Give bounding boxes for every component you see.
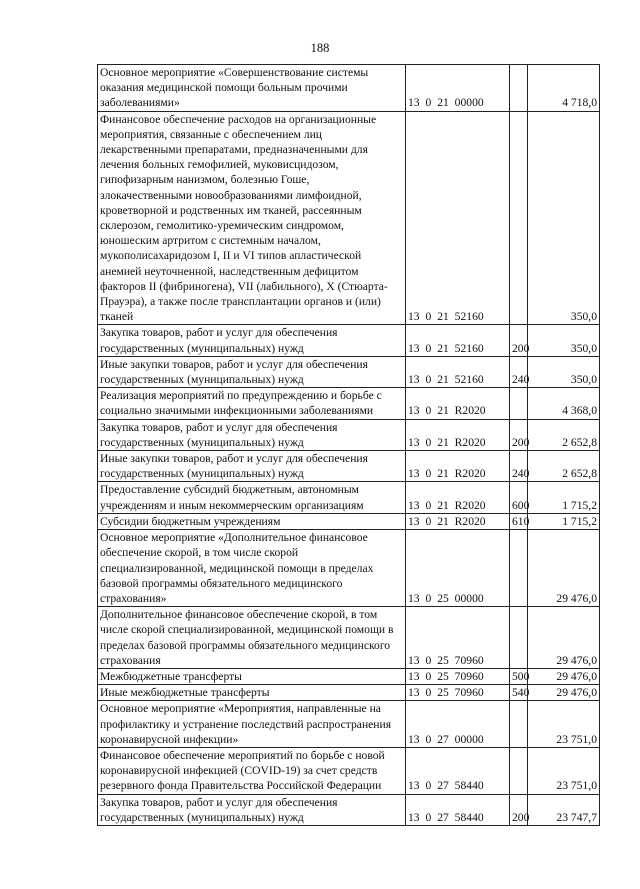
table-row bbox=[98, 685, 600, 701]
row-name-cell: Межбюджетные трансферты bbox=[98, 668, 406, 684]
budget-table bbox=[97, 64, 600, 826]
row-name-cell: Закупка товаров, работ и услуг для обеспечения государственных (муниципальных) нужд bbox=[98, 794, 406, 825]
row-vr-cell: 200 bbox=[510, 419, 528, 450]
table-row bbox=[98, 111, 600, 325]
row-code-cell: 13 0 21 52160 bbox=[406, 325, 510, 356]
row-name-cell: Иные закупки товаров, работ и услуг для обеспечения государственных (муниципальных) нужд bbox=[98, 451, 406, 482]
row-name-cell: Дополнительное финансовое обеспечение скорой, в том числе скорой специализированной, медицинской помощи в пределах базовой программы обязательного медицинского страхования bbox=[98, 607, 406, 669]
row-code-cell: 13 0 25 70960 bbox=[406, 607, 510, 669]
row-sum-cell: 2 652,8 bbox=[528, 451, 600, 482]
row-sum-cell: 350,0 bbox=[528, 111, 600, 325]
table-row bbox=[98, 419, 600, 450]
row-vr-cell: 200 bbox=[510, 325, 528, 356]
row-sum-cell: 23 747,7 bbox=[528, 794, 600, 825]
row-sum-cell: 1 715,2 bbox=[528, 513, 600, 529]
table-row bbox=[98, 356, 600, 387]
row-vr-cell: 240 bbox=[510, 356, 528, 387]
table-row bbox=[98, 668, 600, 684]
table-row bbox=[98, 482, 600, 513]
row-code-cell: 13 0 27 58440 bbox=[406, 747, 510, 794]
table-row bbox=[98, 747, 600, 794]
row-vr-cell: 540 bbox=[510, 685, 528, 701]
table-row bbox=[98, 607, 600, 669]
row-name-cell: Закупка товаров, работ и услуг для обеспечения государственных (муниципальных) нужд bbox=[98, 419, 406, 450]
page-number: 188 bbox=[310, 41, 330, 55]
row-sum-cell: 350,0 bbox=[528, 356, 600, 387]
row-name-cell: Основное мероприятие «Дополнительное финансовое обеспечение скорой, в том числе скорой специализированной, медицинской помощи в пределах базовой программы обязательного медицинского страхования» bbox=[98, 530, 406, 607]
row-name-cell: Закупка товаров, работ и услуг для обеспечения государственных (муниципальных) нужд bbox=[98, 325, 406, 356]
row-code-cell: 13 0 21 R2020 bbox=[406, 419, 510, 450]
row-vr-cell bbox=[510, 65, 528, 112]
row-code-cell: 13 0 21 00000 bbox=[406, 65, 510, 112]
row-vr-cell bbox=[510, 607, 528, 669]
row-code-cell: 13 0 21 R2020 bbox=[406, 513, 510, 529]
table-row bbox=[98, 513, 600, 529]
row-code-cell: 13 0 21 52160 bbox=[406, 356, 510, 387]
row-sum-cell: 29 476,0 bbox=[528, 685, 600, 701]
row-name-cell: Иные межбюджетные трансферты bbox=[98, 685, 406, 701]
row-vr-cell: 610 bbox=[510, 513, 528, 529]
row-vr-cell: 500 bbox=[510, 668, 528, 684]
table-row bbox=[98, 701, 600, 748]
row-name-cell: Предоставление субсидий бюджетным, автономным учреждениям и иным некоммерческим организациям bbox=[98, 482, 406, 513]
row-vr-cell: 200 bbox=[510, 794, 528, 825]
row-name-cell: Финансовое обеспечение мероприятий по борьбе с новой коронавирусной инфекцией (COVID-19) за счет средств резервного фонда Правительства Российской Федерации bbox=[98, 747, 406, 794]
row-vr-cell bbox=[510, 747, 528, 794]
row-sum-cell: 29 476,0 bbox=[528, 530, 600, 607]
row-sum-cell: 23 751,0 bbox=[528, 701, 600, 748]
row-sum-cell: 29 476,0 bbox=[528, 668, 600, 684]
row-code-cell: 13 0 27 00000 bbox=[406, 701, 510, 748]
row-code-cell: 13 0 25 00000 bbox=[406, 530, 510, 607]
row-code-cell: 13 0 25 70960 bbox=[406, 685, 510, 701]
row-sum-cell: 2 652,8 bbox=[528, 419, 600, 450]
row-name-cell: Иные закупки товаров, работ и услуг для обеспечения государственных (муниципальных) нужд bbox=[98, 356, 406, 387]
budget-table-body bbox=[98, 65, 600, 826]
row-vr-cell: 240 bbox=[510, 451, 528, 482]
row-sum-cell: 29 476,0 bbox=[528, 607, 600, 669]
row-name-cell: Реализация мероприятий по предупреждению и борьбе с социально значимыми инфекционными заболеваниями bbox=[98, 388, 406, 419]
row-name-cell: Основное мероприятие «Мероприятия, направленные на профилактику и устранение последствий распространения коронавирусной инфекции» bbox=[98, 701, 406, 748]
row-code-cell: 13 0 27 58440 bbox=[406, 794, 510, 825]
row-sum-cell: 23 751,0 bbox=[528, 747, 600, 794]
row-code-cell: 13 0 21 R2020 bbox=[406, 388, 510, 419]
row-code-cell: 13 0 21 R2020 bbox=[406, 482, 510, 513]
table-row bbox=[98, 65, 600, 112]
row-name-cell: Основное мероприятие «Совершенствование системы оказания медицинской помощи больным прочими заболеваниями» bbox=[98, 65, 406, 112]
row-sum-cell: 4 718,0 bbox=[528, 65, 600, 112]
row-vr-cell bbox=[510, 111, 528, 325]
row-name-cell: Субсидии бюджетным учреждениям bbox=[98, 513, 406, 529]
row-code-cell: 13 0 21 R2020 bbox=[406, 451, 510, 482]
table-row bbox=[98, 451, 600, 482]
row-vr-cell bbox=[510, 701, 528, 748]
row-vr-cell: 600 bbox=[510, 482, 528, 513]
table-row bbox=[98, 530, 600, 607]
row-sum-cell: 1 715,2 bbox=[528, 482, 600, 513]
row-vr-cell bbox=[510, 530, 528, 607]
row-sum-cell: 350,0 bbox=[528, 325, 600, 356]
row-code-cell: 13 0 21 52160 bbox=[406, 111, 510, 325]
row-vr-cell bbox=[510, 388, 528, 419]
row-code-cell: 13 0 25 70960 bbox=[406, 668, 510, 684]
table-row bbox=[98, 388, 600, 419]
table-row bbox=[98, 794, 600, 825]
table-row bbox=[98, 325, 600, 356]
row-name-cell: Финансовое обеспечение расходов на организационные мероприятия, связанные с обеспечением лиц лекарственными препаратами, предназначенными для лечения больных гемофилией, муковисцидозом, гипофизарным нанизмом, болезнью Гоше, злокачественными новообразованиями лимфоидной, кроветворной и родственных им тканей, рассеянным склерозом, гемолитико-уремическим синдромом, юношеским артритом с системным началом, мукополисахаридозом I, II и VI типов апластической анемией неуточненной, наследственным дефицитом факторов II (фибриногена), VII (лабильного), X (Стюарта-Прауэра), а также после трансплантации органов и (или) тканей bbox=[98, 111, 406, 325]
row-sum-cell: 4 368,0 bbox=[528, 388, 600, 419]
